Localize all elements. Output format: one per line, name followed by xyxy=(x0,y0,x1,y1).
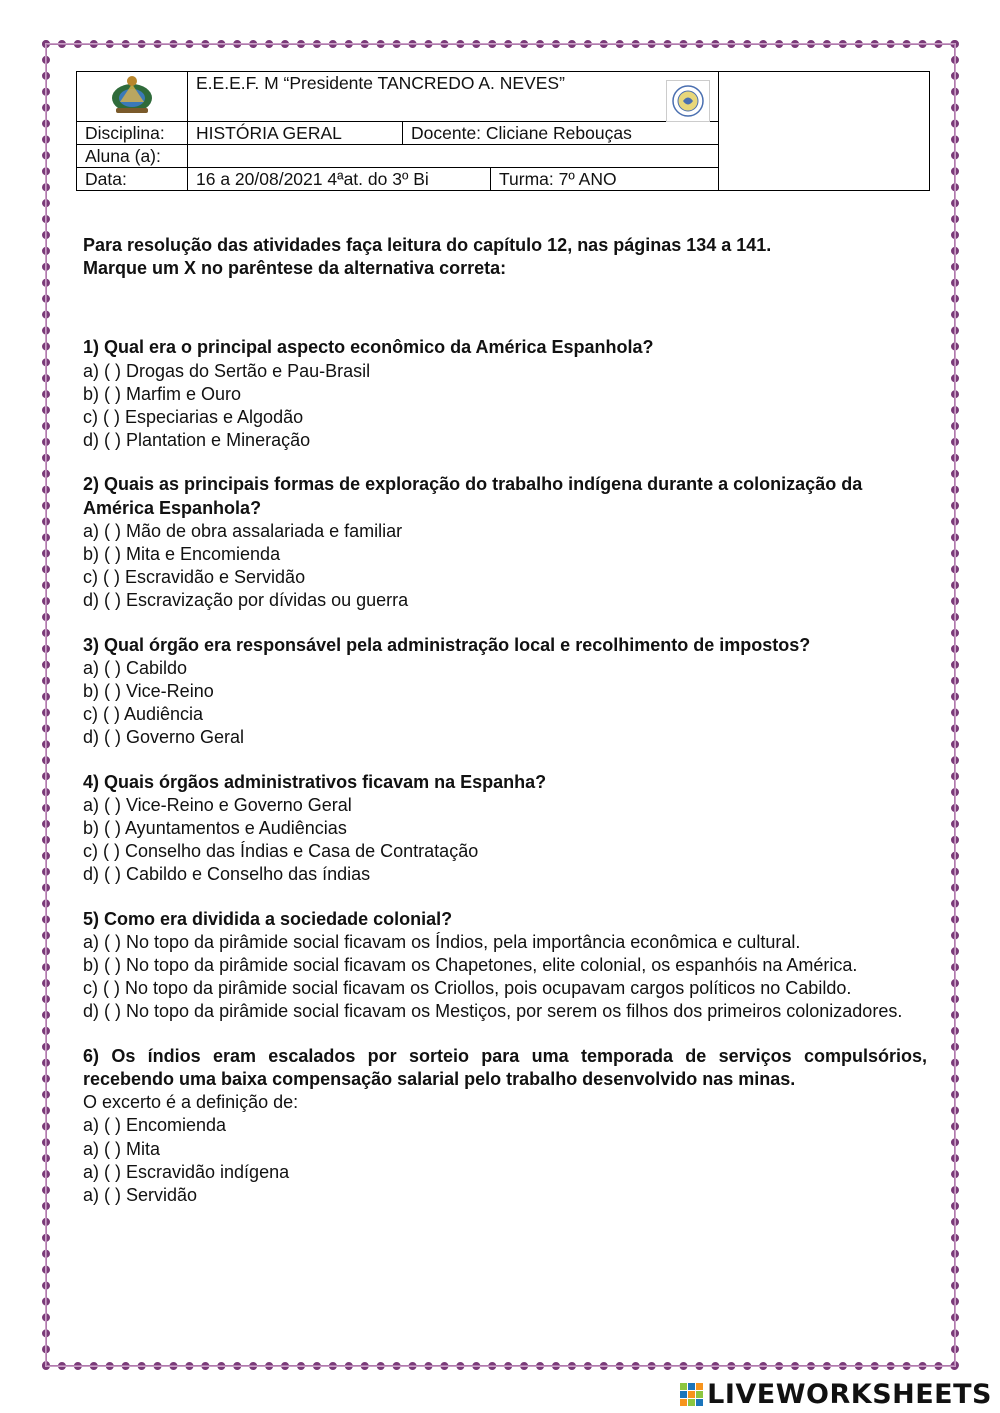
answer-option[interactable]: a) ( ) Servidão xyxy=(83,1184,198,1205)
school-crest-icon xyxy=(106,72,158,116)
answer-option[interactable]: c) ( ) No topo da pirâmide social ficavam os Criollos, pois ocupavam cargos políticos no Cabildo. xyxy=(83,978,852,999)
question-prompt: O excerto é a definição de: xyxy=(83,1092,299,1113)
liveworksheets-brand[interactable] xyxy=(680,1379,992,1409)
question-6 xyxy=(83,1045,927,1207)
answer-option[interactable]: d) ( ) Governo Geral xyxy=(83,727,245,748)
answer-option[interactable]: c) ( ) Escravidão e Servidão xyxy=(83,567,306,588)
date-class-cell xyxy=(188,168,719,191)
teacher-name: Docente: Cliciane Rebouças xyxy=(403,122,719,145)
class-value: Turma: 7º ANO xyxy=(499,169,617,189)
date-value: 16 a 20/08/2021 4ªat. do 3º Bi xyxy=(188,168,491,190)
answer-option[interactable]: a) ( ) Vice-Reino e Governo Geral xyxy=(83,794,352,815)
worksheet-content xyxy=(83,234,927,1228)
question-title: 4) Quais órgãos administrativos ficavam na Espanha? xyxy=(83,771,547,792)
question-3 xyxy=(83,634,927,750)
answer-option[interactable]: b) ( ) Vice-Reino xyxy=(83,681,214,702)
answer-option[interactable]: a) ( ) No topo da pirâmide social ficavam os Índios, pela importância econômica e cultural. xyxy=(83,931,801,952)
answer-option[interactable]: a) ( ) Mão de obra assalariada e familiar xyxy=(83,520,403,541)
question-2 xyxy=(83,473,927,612)
answer-option[interactable]: d) ( ) Cabildo e Conselho das índias xyxy=(83,864,371,885)
discipline-value: HISTÓRIA GERAL xyxy=(188,122,403,145)
instruction-line: Para resolução das atividades faça leitura do capítulo 12, nas páginas 134 a 141. xyxy=(83,235,772,255)
answer-option[interactable]: a) ( ) Drogas do Sertão e Pau-Brasil xyxy=(83,360,371,381)
answer-option[interactable]: d) ( ) No topo da pirâmide social ficavam os Mestiços, por serem os filhos dos primeiros colonizadores. xyxy=(83,1001,903,1022)
answer-option[interactable]: d) ( ) Plantation e Mineração xyxy=(83,430,311,451)
date-label: Data: xyxy=(77,168,188,191)
answer-option[interactable]: a) ( ) Encomienda xyxy=(83,1115,227,1136)
answer-option[interactable]: b) ( ) Mita e Encomienda xyxy=(83,544,281,565)
answer-option[interactable]: a) ( ) Cabildo xyxy=(83,657,188,678)
question-title: 1) Qual era o principal aspecto econômico da América Espanhola? xyxy=(83,337,654,358)
answer-option[interactable]: b) ( ) No topo da pirâmide social ficavam os Chapetones, elite colonial, os espanhóis na América. xyxy=(83,955,858,976)
brand-name: LIVEWORKSHEETS xyxy=(707,1378,992,1410)
answer-option[interactable]: c) ( ) Conselho das Índias e Casa de Contratação xyxy=(83,841,479,862)
instruction-line: Marque um X no parêntese da alternativa correta: xyxy=(83,258,507,279)
question-4 xyxy=(83,771,927,887)
answer-option[interactable]: a) ( ) Escravidão indígena xyxy=(83,1161,290,1182)
question-title: 5) Como era dividida a sociedade colonial? xyxy=(83,908,453,929)
answer-option[interactable]: c) ( ) Especiarias e Algodão xyxy=(83,407,304,428)
school-name-cell xyxy=(188,72,719,122)
school-name: E.E.E.F. M “Presidente TANCREDO A. NEVES” xyxy=(196,73,565,93)
answer-option[interactable]: b) ( ) Marfim e Ouro xyxy=(83,383,242,404)
blank-cell xyxy=(719,72,930,191)
liveworksheets-logo-icon xyxy=(680,1383,703,1406)
question-title: 2) Quais as principais formas de exploração do trabalho indígena durante a colonização da América Espanhola? xyxy=(83,474,863,518)
question-1 xyxy=(83,336,927,452)
instructions xyxy=(83,234,927,280)
question-title: 3) Qual órgão era responsável pela administração local e recolhimento de impostos? xyxy=(83,634,811,655)
answer-option[interactable]: b) ( ) Ayuntamentos e Audiências xyxy=(83,818,347,839)
answer-option[interactable]: c) ( ) Audiência xyxy=(83,704,204,725)
answer-option[interactable]: d) ( ) Escravização por dívidas ou guerra xyxy=(83,590,409,611)
question-5 xyxy=(83,908,927,1024)
school-logo-cell xyxy=(77,72,188,122)
discipline-label: Disciplina: xyxy=(77,122,188,145)
header-table xyxy=(76,71,930,191)
emblem-icon xyxy=(666,80,710,122)
answer-option[interactable]: a) ( ) Mita xyxy=(83,1138,161,1159)
student-name-field[interactable] xyxy=(188,145,719,168)
student-label: Aluna (a): xyxy=(77,145,188,168)
question-title: 6) Os índios eram escalados por sorteio para uma temporada de serviços compulsórios, recebendo uma baixa compensação salarial pelo trabalho desenvolvido nas minas. xyxy=(83,1045,927,1089)
